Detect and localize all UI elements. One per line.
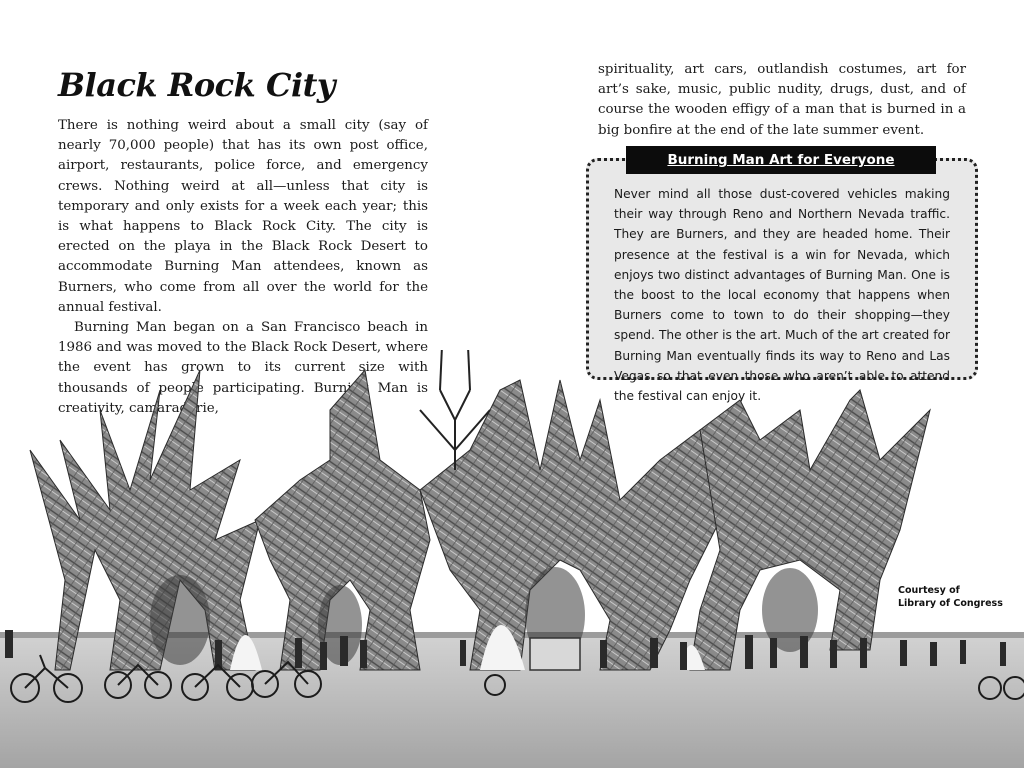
art-cart bbox=[530, 638, 580, 670]
paragraph-2: Burning Man began on a San Francisco beach in 1986 and was moved to the Black Rock Desert, where the event has grown to its current size with thousands of people participating. Burning Man is creativity, camaraderie, bbox=[58, 320, 428, 416]
paragraph-1: There is nothing weird about a small city (say of nearly 70,000 people) that has its own post office, airport, restaurants, police force, and emergency crews. Nothing weird at all—unless that city is temporary and only exists for a week each year; this is what happens to Black Rock City. The city is erected on the playa in the Black Rock Desert to accommodate Burning Man attendees, known as Burners, who come from all over the world for the annual festival. bbox=[58, 118, 428, 315]
body-text-right-column: spirituality, art cars, outlandish costumes, art for art’s sake, music, public nudity, drugs, dust, and of course the wooden effigy of a man that is burned in a big bonfire at the end of the late summer event. bbox=[598, 62, 966, 138]
photo-credit bbox=[898, 585, 1003, 610]
photo-credit-line-1: Courtesy of bbox=[898, 585, 960, 596]
page-title: Black Rock City bbox=[58, 66, 335, 104]
sidebar-heading: Burning Man Art for Everyone bbox=[626, 146, 936, 174]
burning-man-sculpture-photo bbox=[0, 350, 1024, 768]
photo-credit-line-2: Library of Congress bbox=[898, 597, 1003, 609]
sidebar-body-text: Never mind all those dust-covered vehicles making their way through Reno and Northern Nevada traffic. They are Burners, and they are headed home. Their presence at the festival is a win for Nevada, which enjoys two distinct advantages of Burning Man. One is the boost to the local economy that happens when Burners come to town to do their shopping—they spend. The other is the art. Much of the art created for Burning Man eventually finds its way to Reno and Las Vegas so that even those who aren’t able to attend the festival can enjoy it. bbox=[614, 187, 950, 404]
